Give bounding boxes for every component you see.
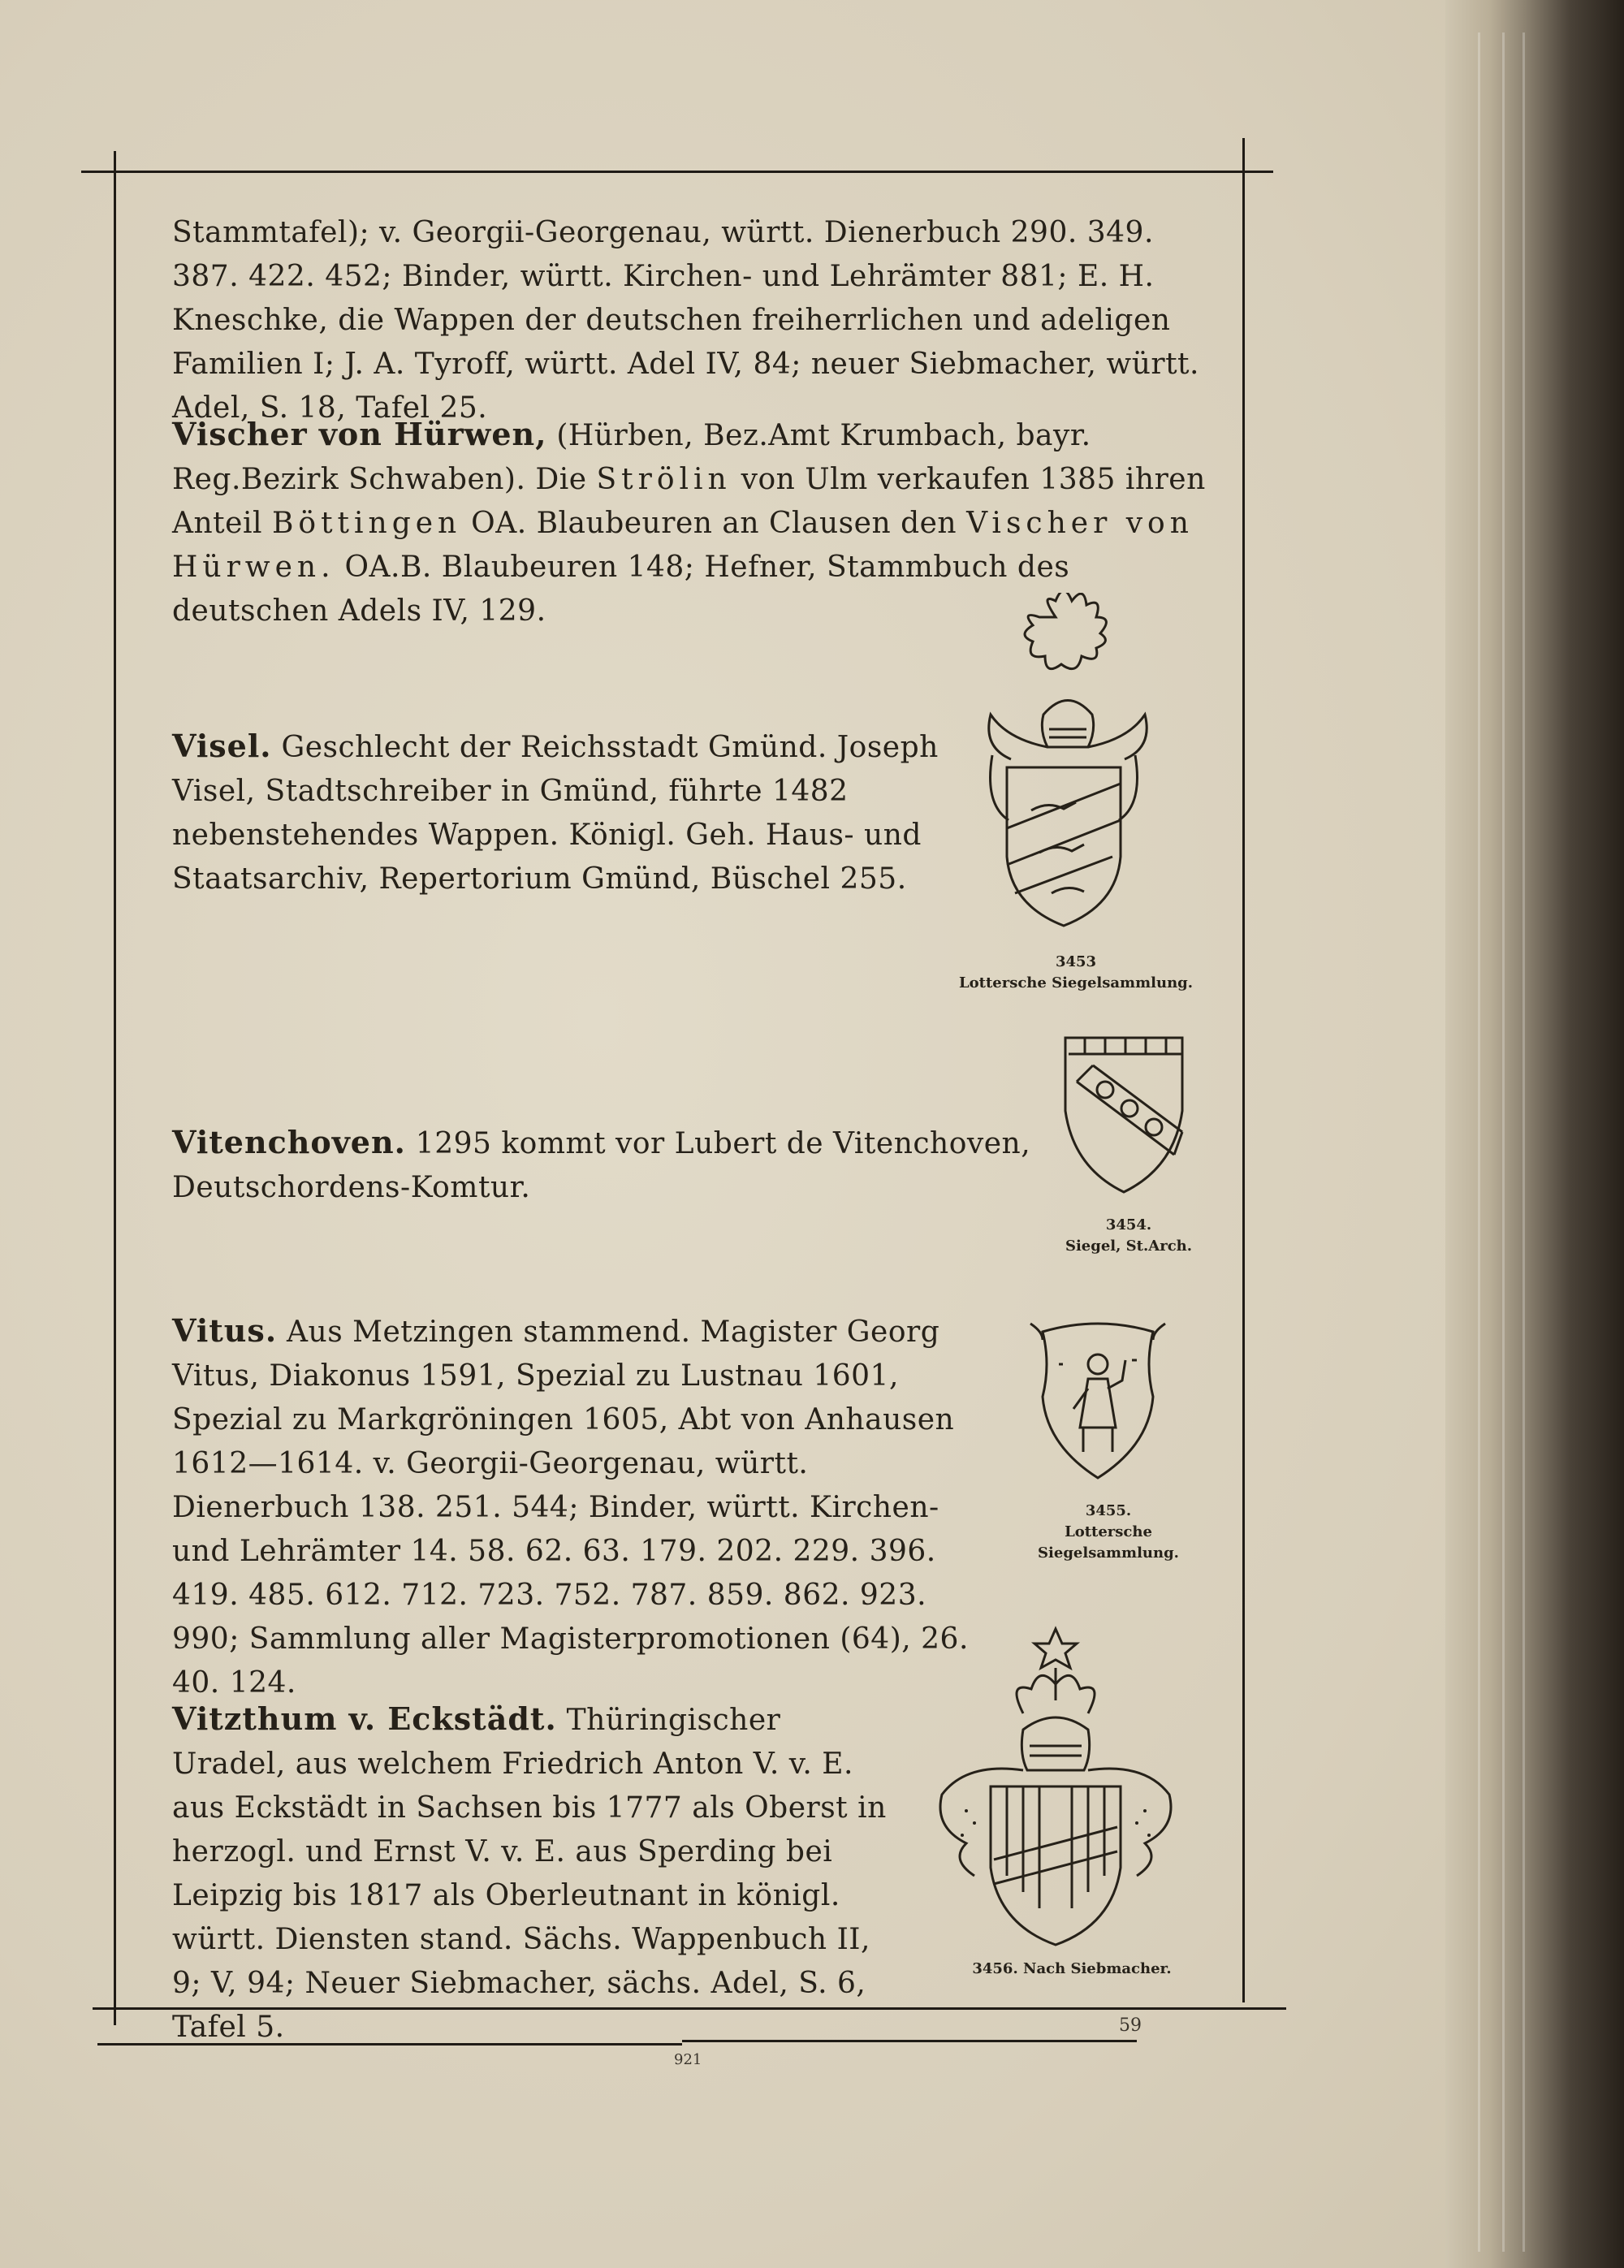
entry-heading: Visel. [172, 728, 272, 764]
entry-text: von Ulm verkaufen 1385 ihren Anteil [172, 463, 1206, 540]
coat-of-arms-visel-icon [974, 593, 1153, 934]
entry-heading: Vischer von Hürwen, [172, 416, 547, 452]
entry-continued [172, 211, 1228, 430]
figure-number: 3456. [972, 1960, 1018, 1977]
entry-vitus [172, 1309, 992, 1705]
entry-text: Aus Metzingen stammend. Magister Georg Vitus, Diakonus 1591, Spezial zu Lustnau 1601, Spezial zu Markgröningen 1605, Abt von Anhausen 1612—1614. v. Georgii-Georgenau, württ. Dienerbuch 138. 251. 544; Binder, württ. Kirchen- und Lehrämter 14. 58. 62. 63. 179. 202. 229. 396. 419. 485. 612. 712. 723. 752. 787. 859. 862. 923. 990; Sammlung aller Magisterpromotionen (64), 26. 40. 124. [172, 1315, 969, 1700]
entry-spaced-name: Strölin [596, 463, 732, 496]
entry-heading: Vitenchoven. [172, 1124, 406, 1160]
entry-text: 1295 kommt vor Lubert de Vitenchoven, Deutschordens-Komtur. [172, 1127, 1031, 1204]
entry-vitenchoven [172, 1121, 1033, 1210]
entry-text: OA. Blaubeuren an Clausen den [461, 507, 967, 540]
entry-text: Stammtafel); v. Georgii-Georgenau, württ. Dienerbuch 290. 349. 387. 422. 452; Binder, württ. Kirchen- und Lehrämter 881; E. H. Kneschke, die Wappen der deutschen freiherrlichen und adeligen Familien I; J. A. Tyroff, württ. Adel IV, 84; neuer Siebmacher, württ. Adel, S. 18, Tafel 25. [172, 216, 1199, 425]
figure-caption-3456 [942, 1959, 1202, 1980]
coat-of-arms-vitzthum-icon [934, 1624, 1177, 1949]
figure-number: 3453 [1055, 953, 1097, 970]
frame-left-rule [114, 151, 116, 2025]
entry-spaced-name: Vischer von Hürwen. [172, 507, 1194, 584]
figure-source: Nach Siebmacher. [1023, 1960, 1172, 1977]
entry-visel [172, 724, 952, 901]
sheet-number: 921 [674, 2051, 702, 2068]
entry-vitzthum [172, 1697, 903, 2050]
entry-text: Geschlecht der Reichsstadt Gmünd. Joseph Visel, Stadtschreiber in Gmünd, führte 1482 nebenstehendes Wappen. Königl. Geh. Haus- und Staatsarchiv, Repertorium Gmünd, Büschel 255. [172, 731, 939, 896]
coat-of-arms-vitus-icon [1026, 1315, 1169, 1483]
frame-top-rule [81, 171, 1273, 173]
entry-spaced-name: Böttingen [271, 507, 462, 540]
figure-source: Siegel, St.Arch. [1065, 1238, 1193, 1255]
figure-source: Lottersche Siegelsammlung. [958, 974, 1194, 991]
figure-caption-3455 [1015, 1501, 1202, 1564]
figure-caption-3454 [1007, 1215, 1250, 1257]
coat-of-arms-vitenchoven-icon [1060, 1033, 1187, 1195]
figure-source: Lottersche Siegelsammlung. [1038, 1523, 1179, 1562]
figure-number: 3454. [1105, 1216, 1152, 1233]
figure-caption-3453 [942, 952, 1210, 994]
figure-number: 3455. [1085, 1502, 1132, 1519]
entry-text: OA.B. Blaubeuren 148; Hefner, Stammbuch des deutschen Adels IV, 129. [172, 551, 1070, 628]
frame-right-rule [1242, 138, 1245, 2002]
entry-heading: Vitus. [172, 1312, 278, 1349]
page-number: 59 [1119, 2015, 1142, 2036]
entry-text: Thüringischer Uradel, aus welchem Friedrich Anton V. v. E. aus Eckstädt in Sachsen bis 1777 als Oberst in herzogl. und Ernst V. v. E. aus Sperding bei Leipzig bis 1817 als Oberleutnant in königl. württ. Diensten stand. Sächs. Wappenbuch II, 9; V, 94; Neuer Siebmacher, sächs. Adel, S. 6, Tafel 5. [172, 1704, 887, 2044]
entry-text: (Hürben, Bez.Amt Krumbach, bayr. Reg.Bezirk Schwaben). Die [172, 419, 1091, 496]
page-stack-edge [1445, 0, 1624, 2268]
entry-heading: Vitzthum v. Eckstädt. [172, 1700, 557, 1737]
